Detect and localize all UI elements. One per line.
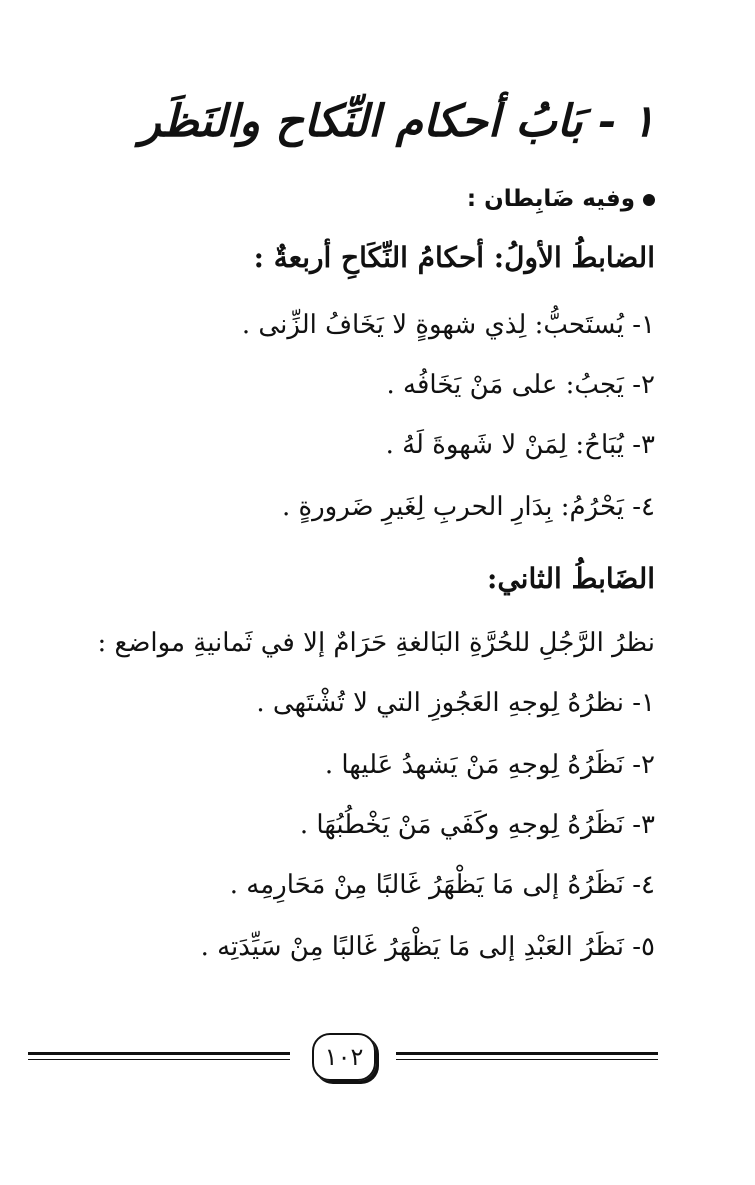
rule-2-item: ٢- نَظَرُهُ لِوجهِ مَنْ يَشهدُ عَليها . [324,750,655,780]
rule-1-heading: الضابطُ الأولُ: أحكامُ النِّكَاحِ أربعةٌ : [253,241,655,274]
rule-2-item: ٥- نَظَرُ العَبْدِ إلى مَا يَظْهَرُ غَالبًا مِنْ سَيِّدَتِه . [200,932,655,962]
chapter-title: ١ - بَابُ أحكام النِّكاح والنَظَر [139,96,655,147]
section-intro-text: وفيه ضَابِطان : [466,186,635,212]
rule-1-item: ٣- يُبَاحُ: لِمَنْ لا شَهوةَ لَهُ . [385,430,655,460]
rule-2-item: ٤- نَظَرُهُ إلى مَا يَظْهَرُ غَالبًا مِنْ مَحَارِمِه . [229,870,655,900]
page-number: ١٠٢ [312,1033,376,1081]
rule-1-item: ٤- يَحْرُمُ: بِدَارِ الحربِ لِغَيرِ ضَرورةٍ . [281,492,655,522]
rule-2-item: ١- نظرُهُ لِوجهِ العَجُوزِ التي لا تُشْتَهى . [256,688,655,718]
rule-2-item: ٣- نَظَرُهُ لِوجهِ وكَفَي مَنْ يَخْطُبُهَا . [299,810,655,840]
footer-divider-right [396,1052,658,1060]
section-intro [467,188,655,211]
rule-1-item: ٢- يَجبُ: على مَنْ يَخَافُه . [386,370,655,400]
rule-1-item: ١- يُستَحبُّ: لِذي شهوةٍ لا يَخَافُ الزِّنى . [241,310,655,340]
bullet-icon [643,194,655,206]
footer-divider-left [28,1052,290,1060]
rule-2-heading: الضَابطُ الثاني: [487,562,655,595]
rule-2-description: نظرُ الرَّجُلِ للحُرَّةِ البَالغةِ حَرَامٌ إلا في ثَمانيةِ مواضع : [97,628,655,658]
